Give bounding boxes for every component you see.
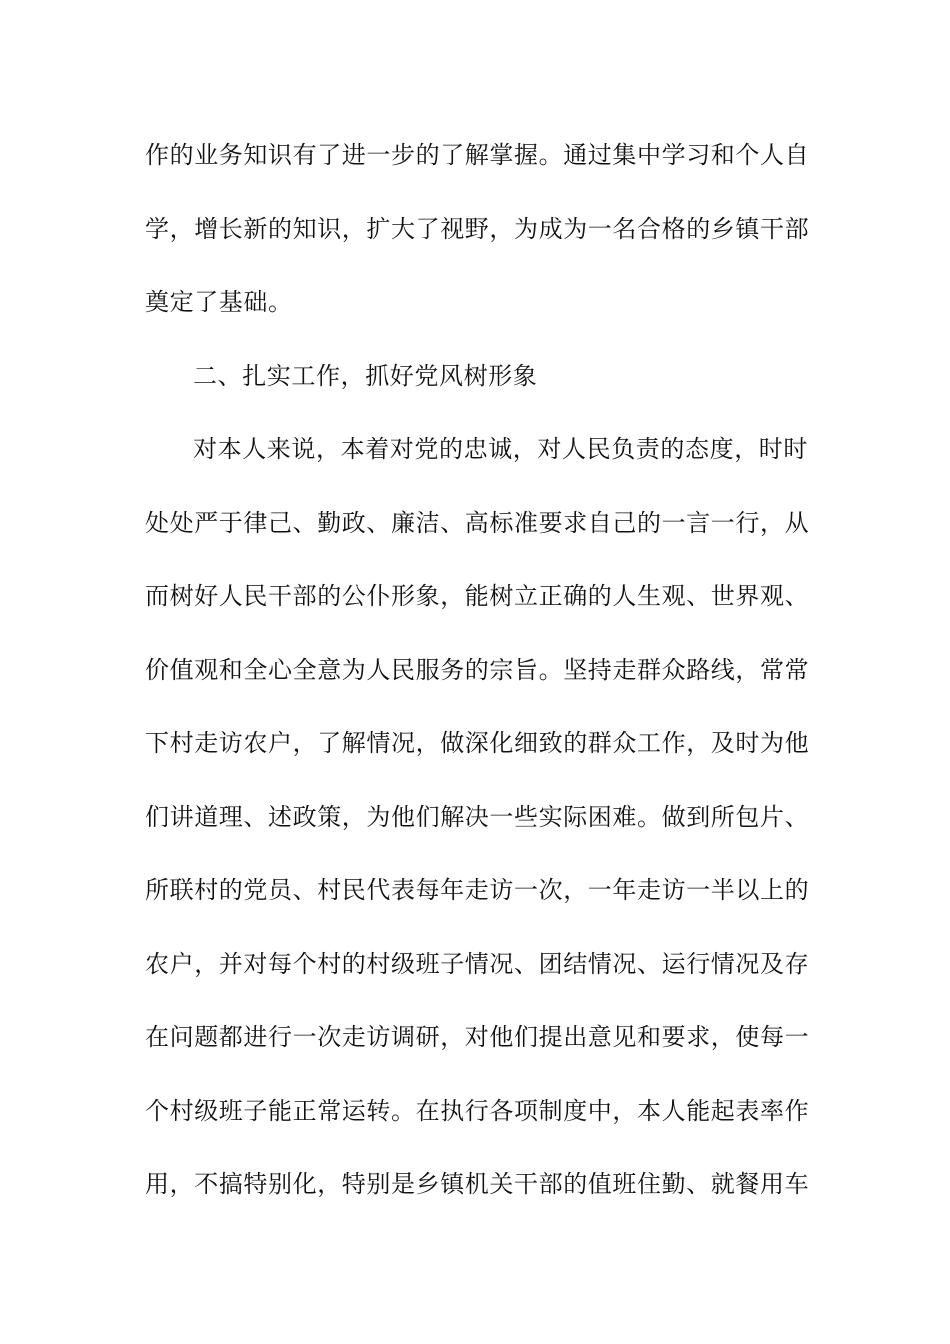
paragraph-line: 在问题都进行一次走访调研，对他们提出意见和要求，使每一 [145, 1023, 810, 1051]
paragraph-line: 们讲道理、述政策，为他们解决一些实际困难。做到所包片、 [145, 802, 810, 831]
section-heading: 二、扎实工作，抓好党风树形象 [193, 361, 538, 390]
paragraph-line: 而树好人民干部的公仆形象，能树立正确的人生观、世界观、 [145, 582, 810, 610]
paragraph-line: 奠定了基础。 [145, 288, 293, 316]
paragraph-line: 下村走访农户，了解情况，做深化细致的群众工作，及时为他 [145, 729, 810, 757]
paragraph-line: 所联村的党员、村民代表每年走访一次，一年走访一半以上的 [145, 876, 810, 904]
body-text [145, 133, 815, 1236]
paragraph-line: 作的业务知识有了进一步的了解掌握。通过集中学习和个人自 [145, 141, 810, 169]
paragraph-line: 价值观和全心全意为人民服务的宗旨。坚持走群众路线，常常 [145, 655, 810, 684]
paragraph-line: 学，增长新的知识，扩大了视野，为成为一名合格的乡镇干部 [145, 214, 810, 243]
paragraph-line: 农户，并对每个村的村级班子情况、团结情况、运行情况及存 [145, 949, 810, 978]
paragraph-line: 对本人来说，本着对党的忠诚，对人民负责的态度，时时 [193, 435, 808, 463]
paragraph-line: 用，不搞特别化，特别是乡镇机关干部的值班住勤、就餐用车 [145, 1170, 810, 1198]
paragraph-line: 个村级班子能正常运转。在执行各项制度中，本人能起表率作 [145, 1096, 810, 1125]
paragraph-line: 处处严于律己、勤政、廉洁、高标准要求自己的一言一行，从 [145, 508, 810, 537]
